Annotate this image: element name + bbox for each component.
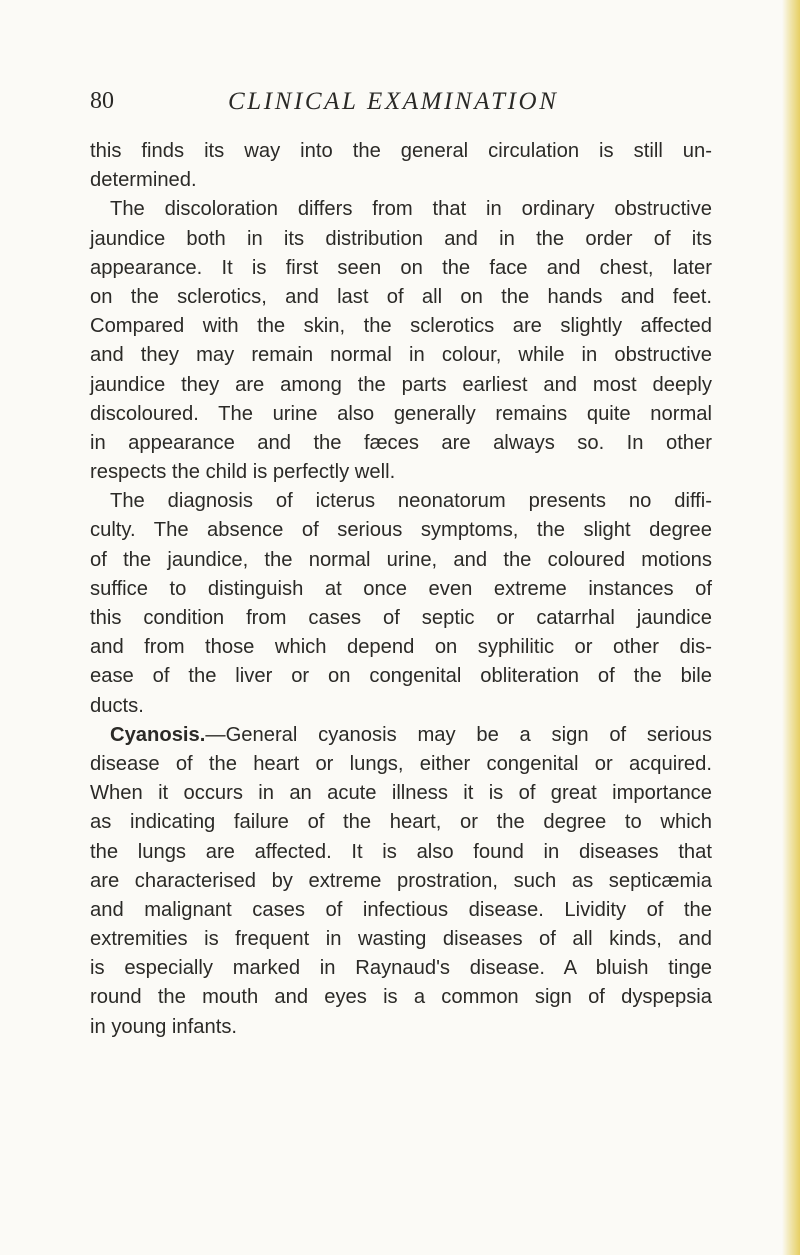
text-line: culty. The absence of serious symptoms, the slight degree [90,519,712,542]
text-line: are characterised by extreme prostration, such as septicæmia [90,869,712,892]
text-line: The discoloration differs from that in ordinary obstructive [110,198,712,221]
text-line-rest: —General cyanosis may be a sign of serious [205,723,712,746]
running-head: CLINICAL EXAMINATION [228,88,559,115]
text-line: and they may remain normal in colour, while in obstructive [90,344,712,367]
text-line: round the mouth and eyes is a common sign of dyspepsia [90,986,712,1009]
text-line: this finds its way into the general circulation is still un- [90,140,712,162]
text-line: Compared with the skin, the sclerotics are slightly affected [90,315,712,338]
text-line: extremities is frequent in wasting diseases of all kinds, and [90,928,712,951]
text-line: on the sclerotics, and last of all on the hands and feet. [90,285,712,308]
text-line: jaundice both in its distribution and in the order of its [90,227,712,250]
text-line: respects the child is perfectly well. [90,461,396,484]
text-line: and from those which depend on syphilitic or other dis- [90,636,712,659]
text-line: the lungs are affected. It is also found in diseases that [90,840,712,863]
text-line: ease of the liver or on congenital obliteration of the bile [90,665,712,688]
text-line: disease of the heart or lungs, either congenital or acquired. [90,752,712,775]
text-line: as indicating failure of the heart, or the degree to which [90,811,712,834]
text-line [90,721,712,750]
text-line: discoloured. The urine also generally remains quite normal [90,402,712,425]
text-line: ducts. [90,694,144,717]
body-text [90,137,712,1042]
page-edge-discoloration [782,0,800,1255]
text-line: jaundice they are among the parts earliest and most deeply [90,373,712,396]
text-line: is especially marked in Raynaud's disease. A bluish tinge [90,957,712,980]
text-line: of the jaundice, the normal urine, and the coloured motions [90,548,712,571]
text-line: appearance. It is first seen on the face and chest, later [90,256,712,279]
text-line: this condition from cases of septic or catarrhal jaundice [90,607,712,629]
text-line: in appearance and the fæces are always so. In other [90,431,712,454]
text-line: The diagnosis of icterus neonatorum presents no diffi- [110,490,712,513]
text-line: suffice to distinguish at once even extreme instances of [90,577,712,600]
text-line: determined. [90,169,197,192]
page-number: 80 [90,88,114,114]
text-line: in young infants. [90,1015,238,1038]
page-header [90,88,660,118]
text-line: When it occurs in an acute illness it is of great importance [90,782,712,805]
text-line: and malignant cases of infectious disease. Lividity of the [90,898,712,921]
section-heading-cyanosis: Cyanosis. [110,723,206,746]
